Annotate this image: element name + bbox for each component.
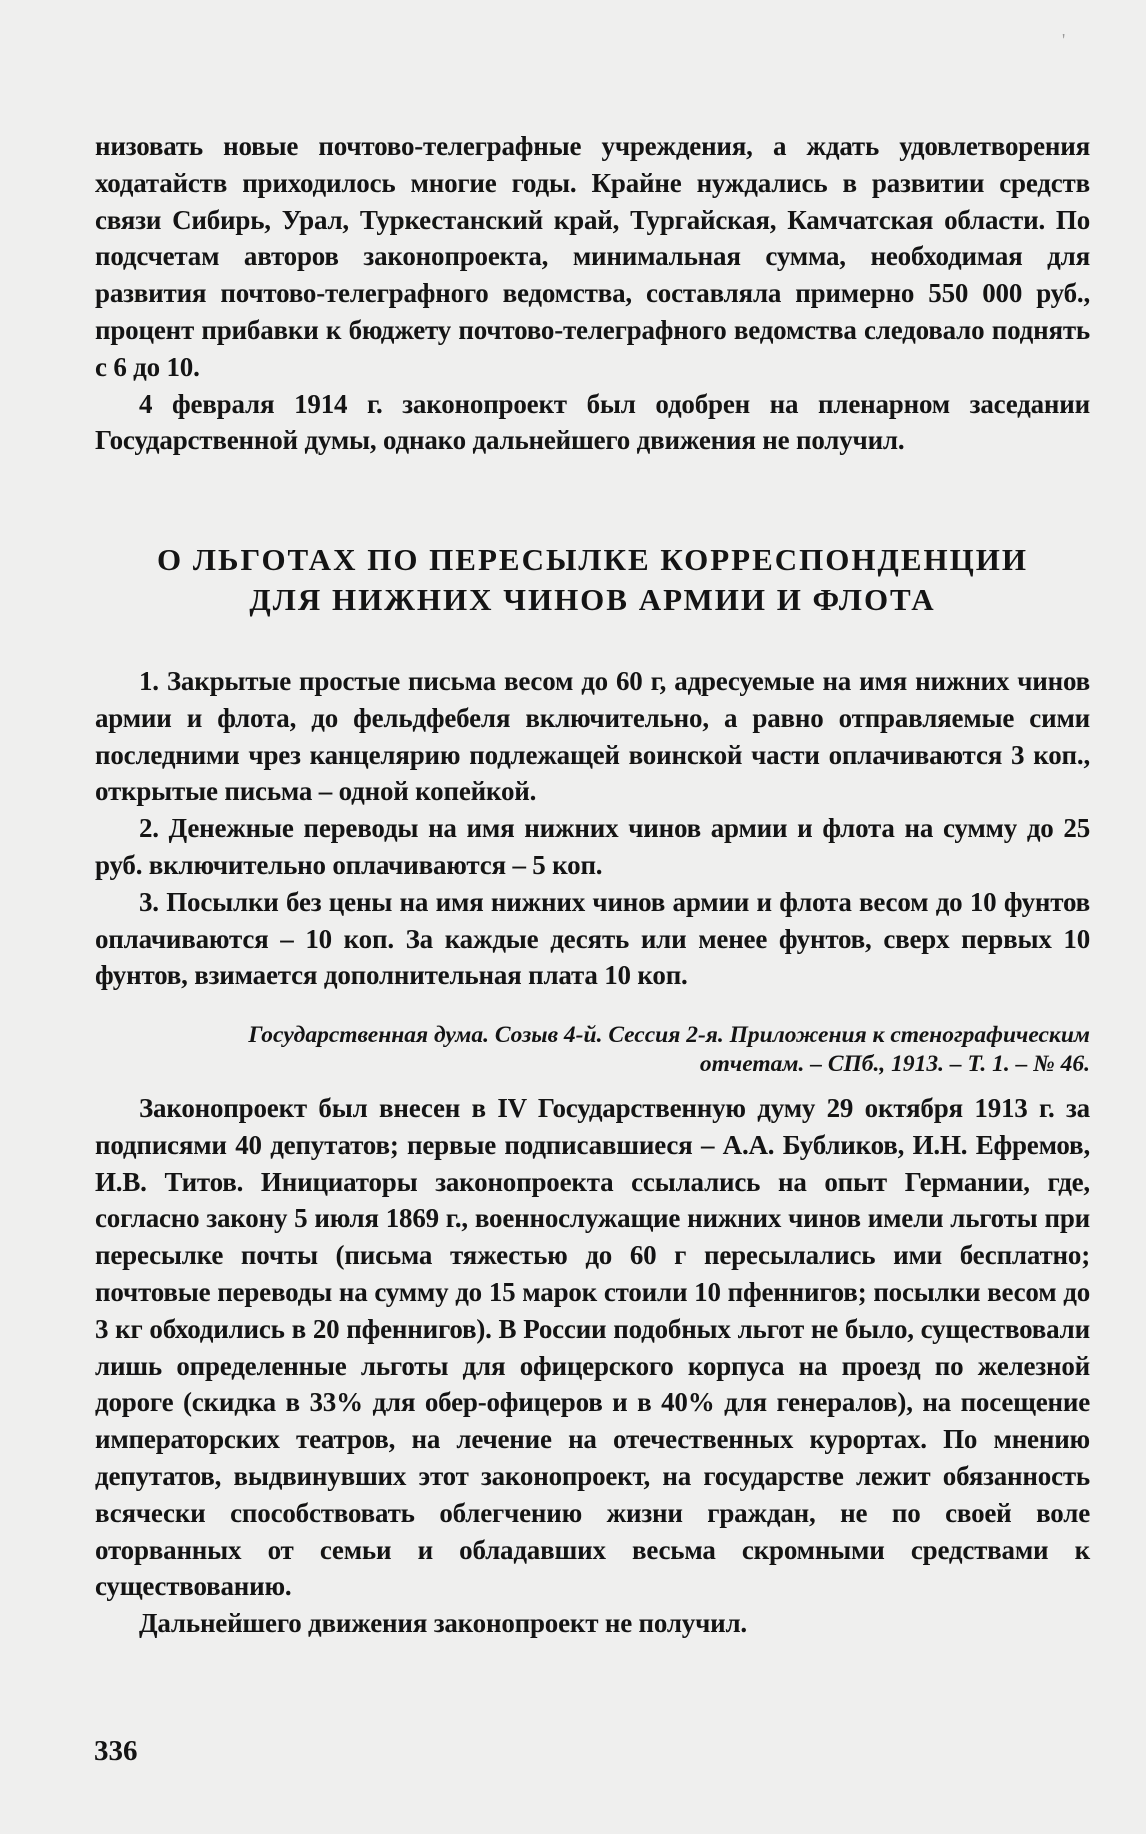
commentary-section (95, 1090, 1090, 1642)
heading-line-2: ДЛЯ НИЖНИХ ЧИНОВ АРМИИ И ФЛОТА (249, 582, 936, 617)
intro-paragraph-1: низовать новые почтово-телеграфные учреждения, а ждать удовлетворения ходатайств приходилось многие годы. Крайне нуждались в развитии средств связи Сибирь, Урал, Туркестанский край, Тургайская, Камчатская области. По подсчетам авторов законопроекта, минимальная сумма, необходимая для развития почтово-телеграфного ведомства, составляла примерно 550 000 руб., процент прибавки к бюджету почтово-телеграфного ведомства следовало поднять с 6 до 10. (95, 131, 1090, 382)
intro-section (95, 128, 1090, 459)
intro-paragraph-2: 4 февраля 1914 г. законопроект был одобрен на пленарном заседании Государственной думы, однако дальнейшего движения не получил. (95, 388, 1090, 456)
section-heading (95, 540, 1090, 620)
commentary-paragraph-2: Дальнейшего движения законопроект не получил. (139, 1608, 747, 1639)
commentary-paragraph-1: Законопроект был внесен в IV Государственную думу 29 октября 1913 г. за подписями 40 депутатов; первые подписавшиеся – А.А. Бубликов, И.Н. Ефремов, И.В. Титов. Инициаторы законопроекта ссылались на опыт Германии, где, согласно закону 5 июля 1869 г., военнослужащие нижних чинов имели льготы при пересылке почты (письма тяжестью до 60 г пересылались ими бесплатно; почтовые переводы на сумму до 15 марок стоили 10 пфеннигов; посылки весом до 3 кг обходились в 20 пфеннигов). В России подобных льгот не было, существовали лишь определенные льготы для офицерского корпуса на проезд по железной дороге (скидка в 33% для обер-офицеров и в 40% для генералов), на посещение императорских театров, на лечение на отечественных курортах. По мнению депутатов, выдвинувших этот законопроект, на государстве лежит обязанность всячески способствовать облегчению жизни граждан, не по своей воле оторванных от семьи и обладавших весьма скромными средствами к существованию. (95, 1093, 1090, 1602)
law-item-1: 1. Закрытые простые письма весом до 60 г, адресуемые на имя нижних чинов армии и флота, до фельдфебеля включительно, а равно отправляемые сими последними чрез канцелярию подлежащей воинской части оплачиваются 3 коп., открытые письма – одной копейкой. (95, 666, 1090, 807)
corner-tick-mark: ' (1062, 30, 1066, 50)
law-item-3: 3. Посылки без цены на имя нижних чинов армии и флота весом до 10 фунтов оплачиваются – 10 коп. За каждые десять или менее фунтов, сверх первых 10 фунтов, взимается дополнительная плата 10 коп. (95, 886, 1090, 991)
law-item-2: 2. Денежные переводы на имя нижних чинов армии и флота на сумму до 25 руб. включительно оплачиваются – 5 коп. (95, 813, 1090, 880)
page-number: 336 (94, 1735, 138, 1767)
law-text-section (95, 663, 1090, 994)
citation-line-1: Государственная дума. Созыв 4-й. Сессия 2-я. Приложения к стенографическим (248, 1022, 1090, 1048)
citation-line-2: отчетам. – СПб., 1913. – Т. 1. – № 46. (699, 1051, 1090, 1077)
heading-line-1: О ЛЬГОТАХ ПО ПЕРЕСЫЛКЕ КОРРЕСПОНДЕНЦИИ (157, 542, 1028, 577)
source-citation (95, 1021, 1090, 1079)
